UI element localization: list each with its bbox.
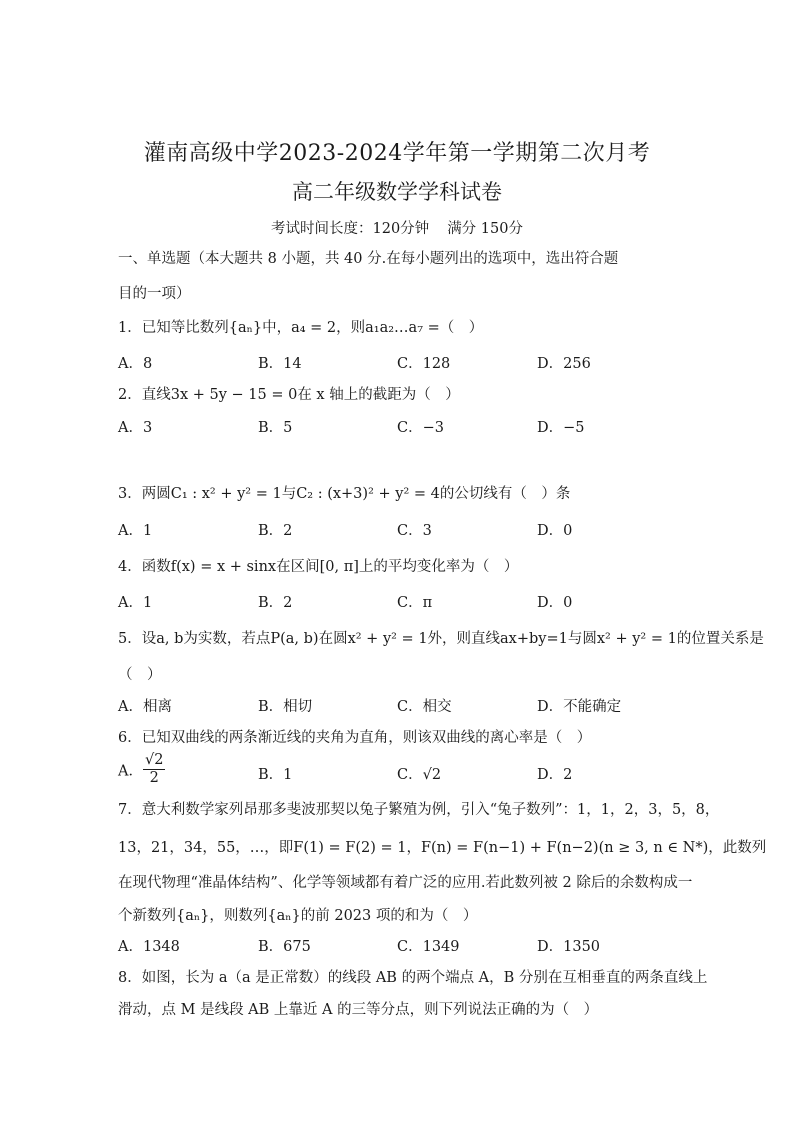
q6-option-a-fraction: [143, 752, 165, 788]
q8-stem-line1: 8．如图，长为 a（a 是正常数）的线段 AB 的两个端点 A，B 分别在互相垂直的两条直线上: [118, 970, 708, 986]
q5-option-c: C．相交: [397, 699, 452, 715]
exam-title: 灌南高级中学2023-2024学年第一学期第二次月考: [143, 141, 651, 166]
q1-option-c: C．128: [397, 356, 451, 372]
q6-stem: 6．已知双曲线的两条渐近线的夹角为直角，则该双曲线的离心率是（ ）: [118, 730, 592, 746]
q2-stem: 2．直线3x + 5y − 15 = 0在 x 轴上的截距为（ ）: [118, 387, 460, 403]
q1-stem: 1．已知等比数列{aₙ}中，a₄ = 2，则a₁a₂…a₇ =（ ）: [118, 320, 484, 336]
section-heading-line1: 一、单选题（本大题共 8 小题，共 40 分.在每小题列出的选项中，选出符合题: [118, 251, 619, 267]
q3-option-c: C．3: [397, 523, 432, 539]
q2-option-c: C．−3: [397, 420, 444, 436]
q7-stem-line4: 个新数列{aₙ}，则数列{aₙ}的前 2023 项的和为（ ）: [118, 908, 478, 924]
q5-stem-cont: （ ）: [118, 667, 162, 683]
exam-info: [0, 217, 794, 238]
q6-option-a-label: A．: [118, 763, 143, 780]
q7-option-b: B．675: [258, 939, 311, 955]
exam-score: 满分 150分: [447, 221, 523, 237]
q5-stem: 5．设a, b为实数，若点P(a, b)在圆x² + y² = 1外，则直线ax+by=1与圆x² + y² = 1的位置关系是: [118, 631, 764, 647]
q6-option-b: B．1: [258, 767, 293, 783]
q1-option-b: B．14: [258, 356, 302, 372]
q7-option-d: D．1350: [537, 939, 601, 955]
q7-option-a: A．1348: [118, 939, 180, 955]
q8-stem-line2: 滑动，点 M 是线段 AB 上靠近 A 的三等分点，则下列说法正确的为（ ）: [118, 1002, 599, 1018]
q4-stem: 4．函数f(x) = x + sinx在区间[0, π]上的平均变化率为（ ）: [118, 559, 519, 575]
section-heading-line2: 目的一项）: [118, 286, 191, 302]
q7-stem-line2: 13，21，34，55，…，即F(1) = F(2) = 1，F(n) = F(n−1) + F(n−2)(n ≥ 3, n ∈ N*)，此数列: [118, 840, 767, 856]
q5-option-b: B．相切: [258, 699, 313, 715]
q1-option-d: D．256: [537, 356, 591, 372]
q3-option-d: D．0: [537, 523, 573, 539]
q6-option-d: D．2: [537, 767, 573, 783]
q3-option-a: A．1: [118, 523, 153, 539]
q6-fraction-numerator: √2: [143, 752, 165, 770]
q6-option-c: C．√2: [397, 767, 442, 783]
q2-option-a: A．3: [118, 420, 153, 436]
q7-stem-line3: 在现代物理“准晶体结构”、化学等领域都有着广泛的应用.若此数列被 2 除后的余数构成一: [118, 875, 693, 891]
q3-stem: 3．两圆C₁ : x² + y² = 1与C₂ : (x+3)² + y² = 4的公切线有（ ）条: [118, 486, 571, 502]
q2-option-b: B．5: [258, 420, 293, 436]
q6-option-a: [118, 752, 165, 788]
q4-option-b: B．2: [258, 595, 293, 611]
q4-option-a: A．1: [118, 595, 153, 611]
exam-subtitle: 高二年级数学学科试卷: [292, 180, 502, 204]
q1-option-a: A．8: [118, 356, 153, 372]
q7-option-c: C．1349: [397, 939, 460, 955]
exam-time: 考试时间长度：120分钟: [271, 221, 430, 237]
q6-fraction-denominator: 2: [149, 770, 159, 787]
q4-option-d: D．0: [537, 595, 573, 611]
q5-option-d: D．不能确定: [537, 699, 622, 715]
q4-option-c: C．π: [397, 595, 433, 611]
q2-option-d: D．−5: [537, 420, 585, 436]
q5-option-a: A．相离: [118, 699, 172, 715]
q7-stem-line1: 7．意大利数学家列昂那多斐波那契以兔子繁殖为例，引入“兔子数列”：1，1，2，3，5，8，: [118, 802, 720, 818]
q3-option-b: B．2: [258, 523, 293, 539]
